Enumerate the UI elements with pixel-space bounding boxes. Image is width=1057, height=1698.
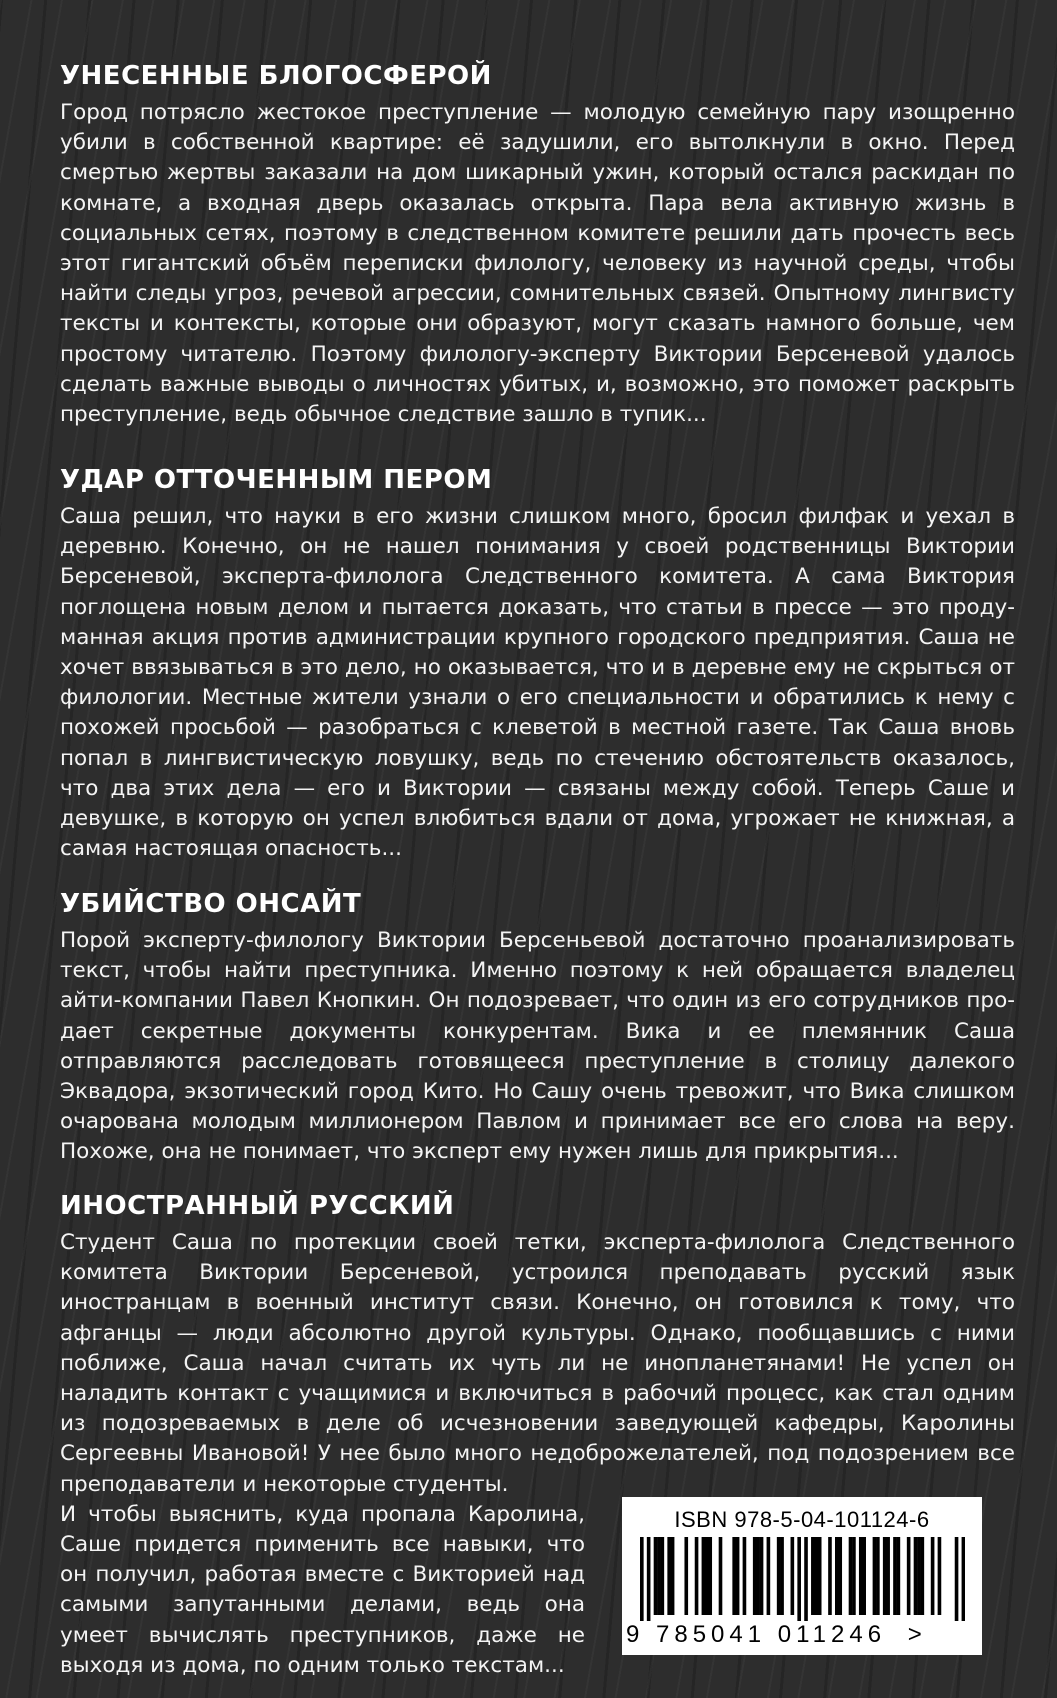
barcode-digits: [626, 1621, 978, 1649]
barcode-bar: [661, 1537, 665, 1615]
book-description-1: Город потрясло жестокое преступление — молодую семейную пару изощренно убили в собственной квартире: её задушили, его вытолкнули в окно. Перед смертью жертвы заказали на дом шикарный ужин, который остался раскидан по комнате, а входная дверь оказалась открыта. Пара вела активную жизнь в социальных сетях, поэтому в следственном комитете решили дать прочесть весь этот гигантский объём переписки филологу, человеку из научной среды, чтобы найти следы угроз, речевой агрессии, сомнительных связей. Опытному лингвисту тексты и контексты, которые они образуют, могут сказать намного больше, чем простому читателю. Поэтому филологу-эксперту Виктории Берсеневой удалось сделать важные выводы о личностях убитых, и, возможно, это поможет раскрыть преступление, ведь обычное следствие зашло в тупик...: [60, 100, 1015, 428]
barcode-bar: [897, 1537, 901, 1615]
barcode-bar: [859, 1537, 863, 1615]
barcode-bar: [893, 1537, 897, 1615]
barcode-bar: [695, 1537, 699, 1615]
barcode-bar: [647, 1537, 651, 1621]
barcode-bar: [962, 1537, 965, 1621]
barcode-bar: [671, 1537, 675, 1615]
barcode-bar: [814, 1537, 818, 1615]
book-description-2: Саша решил, что науки в его жизни слишком много, бросил филфак и уехал в деревню. Конечно, он не нашел понимания у своей родственницы Виктории Берсеневой, эксперта-филолога Следственного комитета. А сама Виктория поглощена новым делом и пытается доказать, что статьи в прессе — это продуманная акция против администрации крупного городского предприятия. Саша не хочет ввязываться в это дело, но оказывается, что и в деревне ему не скрыться от филологии. Местные жители узнали о его специальности и обратились к нему с похожей просьбой — разобраться с клеветой в местной газете. Так Саша вновь попал в лингвистическую ловушку, ведь по стечению обстоятельств оказалось, что два этих дела — его и Виктории — связаны между собой. Теперь Саше и девушке, в которую он успел влюбиться вдали от дома, угрожает не книжная, а самая настоящая опасность...: [60, 504, 1015, 862]
barcode-bar: [640, 1537, 644, 1621]
barcode-bar: [883, 1537, 887, 1615]
book-title-1: УНЕСЕННЫЕ БЛОГОСФЕРОЙ: [60, 61, 492, 91]
barcode-bar: [917, 1537, 921, 1615]
barcode-bar: [767, 1537, 771, 1615]
barcode-bar: [657, 1537, 661, 1615]
book-title-4: ИНОСТРАННЫЙ РУССКИЙ: [60, 1191, 455, 1221]
barcode-bar: [760, 1537, 764, 1615]
barcode-bar: [862, 1537, 866, 1615]
barcode-bar: [804, 1537, 808, 1621]
barcode-bar: [907, 1537, 911, 1615]
isbn-number: ISBN 978-5-04-101124-6: [674, 1507, 930, 1532]
book-title-3: УБИЙСТВО ОНСАЙТ: [60, 889, 362, 919]
barcode-bar: [835, 1537, 839, 1615]
barcode-bar: [736, 1537, 740, 1615]
barcode-bar: [702, 1537, 706, 1615]
barcode-bar: [838, 1537, 842, 1615]
book-description-3: Порой эксперту-филологу Виктории Берсеньевой достаточно проанализировать текст, чтобы найти преступника. Именно поэтому к ней обращается владелец айти-компании Павел Кнопкин. Он подозревает, что один из его сотрудников продает секретные документы конкурентам. Вика и ее племянник Саша отправляются расследовать готовящееся преступление в столицу далекого Эквадора, экзотический город Кито. Но Сашу очень тревожит, что Вика слишком очарована молодым миллионером Павлом и принимает все его слова на веру. Похоже, она не понимает, что эксперт ему нужен лишь для прикрытия...: [60, 928, 1015, 1165]
barcode-bar: [938, 1537, 942, 1615]
book-blurb-3: [60, 888, 1015, 1168]
barcode-bar: [732, 1537, 736, 1615]
barcode-bars: [640, 1537, 965, 1621]
barcode-bar: [818, 1537, 822, 1615]
book-blurb-2: [60, 464, 1015, 864]
barcode-bar: [876, 1537, 880, 1615]
barcode-bar: [753, 1537, 757, 1615]
barcode-bar: [955, 1537, 959, 1621]
book-title-2: УДАР ОТТОЧЕННЫМ ПЕРОМ: [60, 465, 493, 495]
barcode-bar: [780, 1537, 784, 1615]
barcode-bar: [797, 1537, 801, 1621]
barcode-bar: [777, 1537, 781, 1615]
barcode-bar: [886, 1537, 890, 1615]
barcode-bar: [849, 1537, 853, 1615]
barcode-bar: [828, 1537, 832, 1615]
barcode-digit-string: 9 785041 011246: [626, 1621, 887, 1648]
book-description-4-tail: И чтобы выяснить, куда пропала Каролина, Саше придется применить все навыки, что он получил, работая вместе с Викторией над самыми запутанными делами, ведь она умеет вычислять преступников, даже не выходя из дома, по одним только текстам...: [60, 1501, 585, 1678]
barcode-quiet-zone-mark: >: [907, 1621, 927, 1648]
barcode-bar: [756, 1537, 760, 1615]
book-blurb-1: [60, 60, 1015, 430]
barcode-bar: [811, 1537, 815, 1615]
barcode-bar: [852, 1537, 856, 1615]
barcode-bar: [719, 1537, 723, 1615]
barcode-bar: [931, 1537, 935, 1615]
barcode-bar: [667, 1537, 671, 1615]
barcode-bar: [914, 1537, 918, 1615]
barcode-bar: [743, 1537, 747, 1615]
barcode-bar: [708, 1537, 712, 1615]
barcode-bar: [684, 1537, 688, 1615]
barcode-bar: [921, 1537, 925, 1615]
book-description-4: Студент Саша по протекции своей тетки, эксперта-филолога Следственного комитета Виктории Берсеневой, устроился преподавать русский язык иностранцам в военный институт связи. Конечно, он готовился к тому, что афганцы — люди абсолютно другой культуры. Однако, пообщавшись с ними поближе, Саша начал считать их чуть ли не инопланетянами! Не успел он наладить контакт с учащимися и включиться в рабочий процесс, как стал одним из подозреваемых в деле об исчезновении заведующей кафедры, Каролины Сергеевны Ивановой! У нее было много недоброжелателей, под подозрением все преподаватели и некоторые студенты.: [60, 1230, 1015, 1497]
barcode-bar: [873, 1537, 877, 1615]
barcode-bar: [791, 1537, 795, 1615]
isbn-barcode: [622, 1497, 982, 1655]
barcode-bar: [705, 1537, 709, 1615]
barcode-bar: [654, 1537, 658, 1615]
